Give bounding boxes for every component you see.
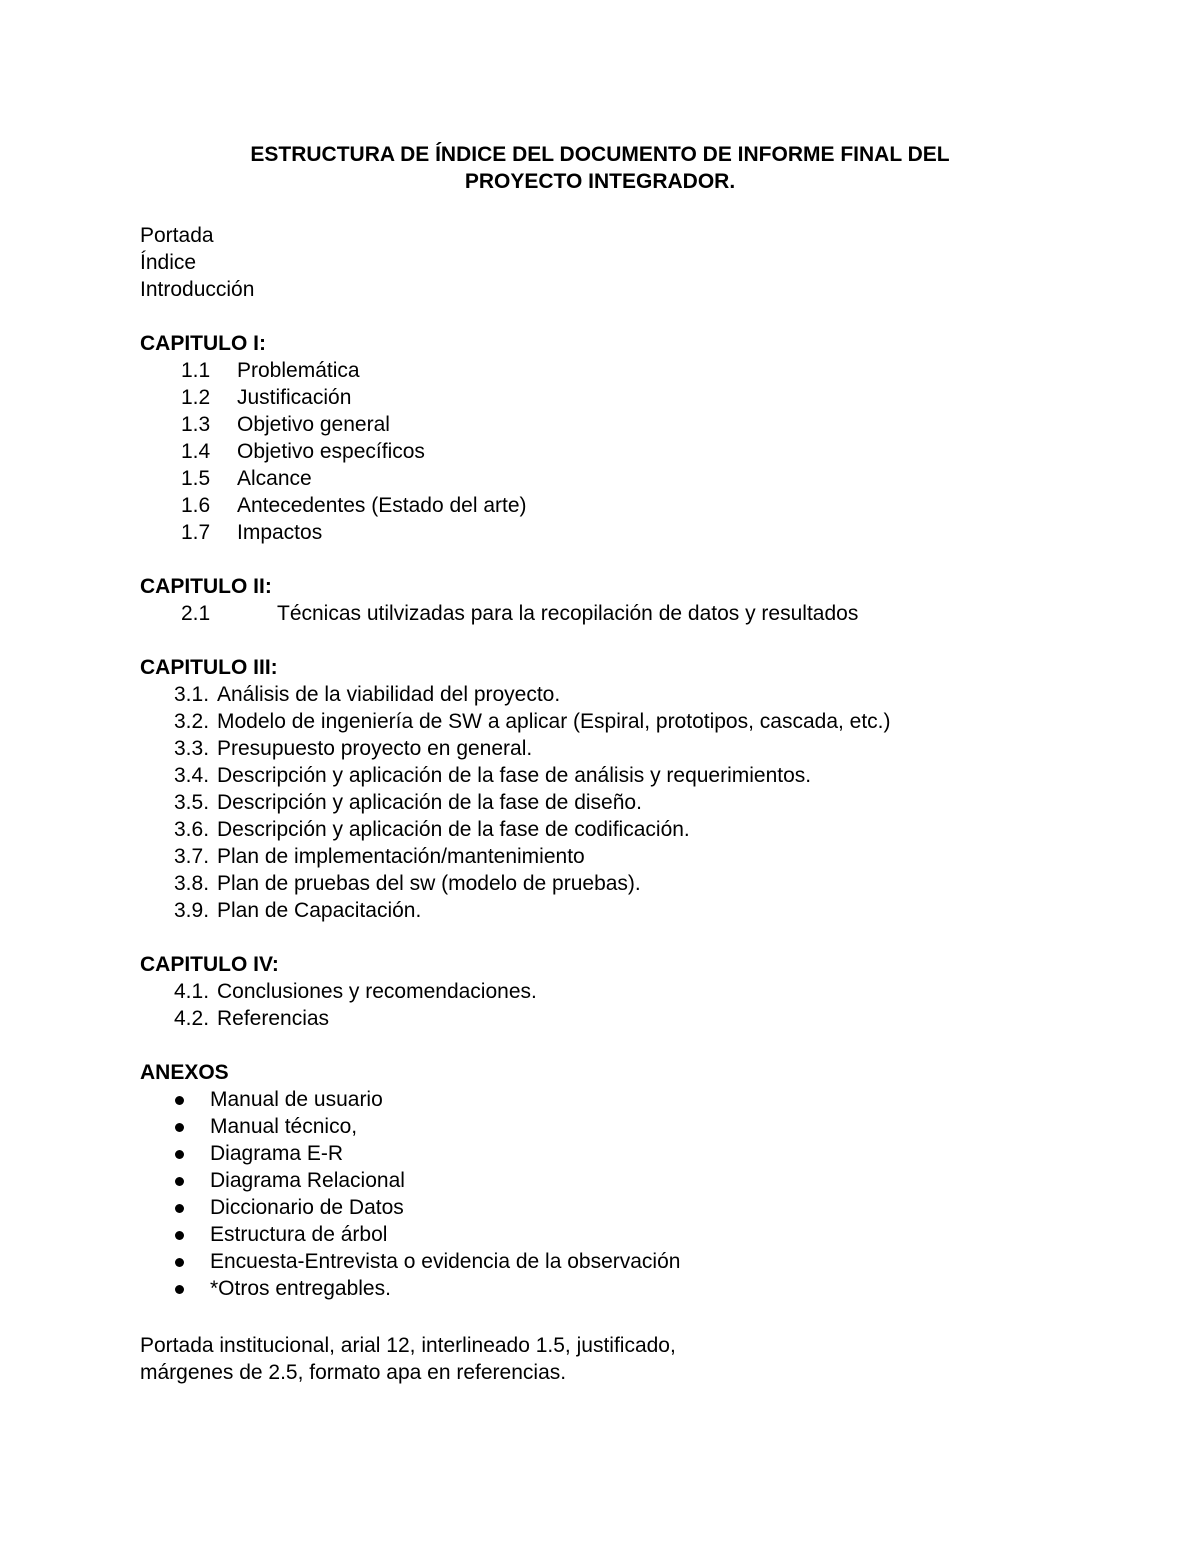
chapter-1-item-text: Impactos [237, 521, 323, 544]
chapter-4-item-text: Conclusiones y recomendaciones. [217, 980, 537, 1003]
annex-item: *Otros entregables. [210, 1277, 391, 1300]
bullet-icon [175, 1204, 184, 1213]
chapter-3-item-number: 3.6. [174, 818, 210, 841]
chapter-4-item-number: 4.1. [174, 980, 210, 1003]
document-title-line-1: ESTRUCTURA DE ÍNDICE DEL DOCUMENTO DE INFORME FINAL DEL [250, 143, 950, 166]
chapter-1-item-number: 1.4 [181, 440, 211, 463]
chapter-3-item-text: Análisis de la viabilidad del proyecto. [217, 683, 561, 706]
chapter-4-item-number: 4.2. [174, 1007, 210, 1030]
chapter-3-item-number: 3.8. [174, 872, 210, 895]
chapter-2-item-number: 2.1 [181, 602, 211, 625]
chapter-2-heading: CAPITULO II: [140, 575, 272, 598]
chapter-4-heading: CAPITULO IV: [140, 953, 279, 976]
chapter-3-item-text: Descripción y aplicación de la fase de codificación. [217, 818, 690, 841]
chapter-3-item-number: 3.9. [174, 899, 210, 922]
annex-item: Manual técnico, [210, 1115, 358, 1138]
formatting-note-line-2: márgenes de 2.5, formato apa en referencias. [140, 1361, 567, 1384]
chapter-3-item-text: Descripción y aplicación de la fase de diseño. [217, 791, 642, 814]
chapter-3-item-number: 3.5. [174, 791, 210, 814]
bullet-icon [175, 1096, 184, 1105]
chapter-4-item-text: Referencias [217, 1007, 330, 1030]
bullet-icon [175, 1150, 184, 1159]
bullet-icon [175, 1258, 184, 1267]
chapter-3-item-number: 3.4. [174, 764, 210, 787]
chapter-3-item-text: Modelo de ingeniería de SW a aplicar (Espiral, prototipos, cascada, etc.) [217, 710, 891, 733]
document-title-line-2: PROYECTO INTEGRADOR. [464, 170, 736, 193]
annexes-heading: ANEXOS [140, 1061, 229, 1084]
chapter-3-item-number: 3.2. [174, 710, 210, 733]
chapter-3-item-text: Plan de Capacitación. [217, 899, 422, 922]
bullet-icon [175, 1231, 184, 1240]
chapter-3-heading: CAPITULO III: [140, 656, 278, 679]
chapter-1-item-number: 1.7 [181, 521, 211, 544]
chapter-3-item-number: 3.7. [174, 845, 210, 868]
chapter-1-item-number: 1.6 [181, 494, 211, 517]
chapter-2-item-text: Técnicas utilvizadas para la recopilación de datos y resultados [277, 602, 859, 625]
chapter-1-item-text: Antecedentes (Estado del arte) [237, 494, 527, 517]
chapter-1-item-number: 1.5 [181, 467, 211, 490]
chapter-1-item-text: Alcance [237, 467, 312, 490]
chapter-1-item-text: Objetivo general [237, 413, 390, 436]
chapter-3-item-text: Descripción y aplicación de la fase de análisis y requerimientos. [217, 764, 812, 787]
bullet-icon [175, 1123, 184, 1132]
chapter-3-item-number: 3.1. [174, 683, 210, 706]
annex-item: Encuesta-Entrevista o evidencia de la observación [210, 1250, 681, 1273]
annex-item: Diccionario de Datos [210, 1196, 404, 1219]
front-matter-introduccion: Introducción [140, 278, 255, 301]
chapter-1-item-number: 1.3 [181, 413, 211, 436]
chapter-1-item-text: Justificación [237, 386, 352, 409]
annex-item: Manual de usuario [210, 1088, 383, 1111]
chapter-1-item-text: Problemática [237, 359, 360, 382]
chapter-1-heading: CAPITULO I: [140, 332, 266, 355]
chapter-1-item-number: 1.1 [181, 359, 211, 382]
annex-item: Diagrama Relacional [210, 1169, 405, 1192]
chapter-3-item-text: Plan de pruebas del sw (modelo de pruebas). [217, 872, 641, 895]
chapter-3-item-text: Plan de implementación/mantenimiento [217, 845, 585, 868]
chapter-3-item-text: Presupuesto proyecto en general. [217, 737, 533, 760]
chapter-1-item-number: 1.2 [181, 386, 211, 409]
chapter-1-item-text: Objetivo específicos [237, 440, 425, 463]
bullet-icon [175, 1177, 184, 1186]
bullet-icon [175, 1285, 184, 1294]
front-matter-indice: Índice [140, 251, 197, 274]
annex-item: Diagrama E-R [210, 1142, 344, 1165]
chapter-3-item-number: 3.3. [174, 737, 210, 760]
annex-item: Estructura de árbol [210, 1223, 388, 1246]
front-matter-portada: Portada [140, 224, 214, 247]
formatting-note-line-1: Portada institucional, arial 12, interlineado 1.5, justificado, [140, 1334, 676, 1357]
